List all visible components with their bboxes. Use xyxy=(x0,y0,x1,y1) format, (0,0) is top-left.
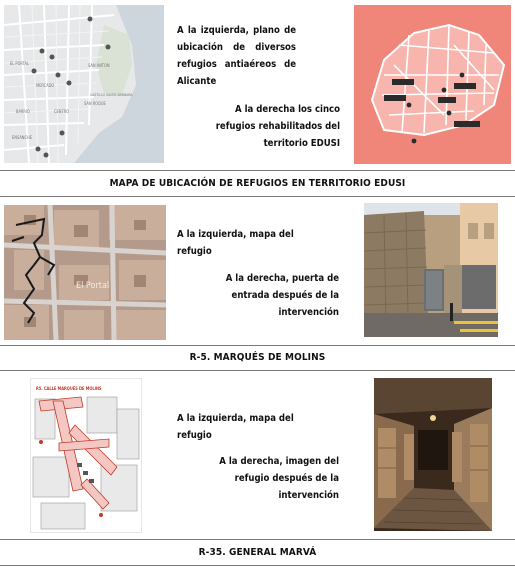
city-map-image xyxy=(4,5,164,163)
caption-line: refugios rehabilitados del xyxy=(215,121,340,132)
aerial-label-el-portal: El Portal xyxy=(76,281,110,291)
divider xyxy=(0,370,515,371)
caption-line: A la izquierda, mapa del xyxy=(177,229,294,240)
map-label-el-portal: EL PORTAL xyxy=(10,61,29,66)
row2-right-caption xyxy=(190,270,339,321)
map-label-mercado: MERCADO xyxy=(36,83,55,88)
divider xyxy=(0,539,515,540)
divider xyxy=(0,565,515,566)
caption-line: entrada después de la xyxy=(231,290,339,301)
caption-line: A la izquierda, plano de xyxy=(177,25,296,36)
caption-line: A la derecha, puerta de xyxy=(225,273,339,284)
caption-line: A la izquierda, mapa del xyxy=(177,413,294,424)
pin-markers xyxy=(32,17,111,158)
caption-line: refugios antiaéreos de xyxy=(177,59,296,70)
row1-right-caption xyxy=(190,101,340,152)
row1-left-caption xyxy=(177,22,296,90)
section-title-edusi-map: MAPA DE UBICACIÓN DE REFUGIOS EN TERRITORIO EDUSI xyxy=(109,178,406,189)
section-title-marques-de-molins: R-5. MARQUÉS DE MOLINS xyxy=(189,352,326,363)
map-label-san-roque: SAN ROQUE xyxy=(84,101,106,106)
map-label-barrio: BARRIO xyxy=(16,109,30,114)
map-label-san-anton: SAN ANTON xyxy=(88,63,110,68)
map-label-castillo: CASTILLO SANTA BARBARA xyxy=(90,93,133,97)
caption-line: intervención xyxy=(278,307,339,318)
divider xyxy=(0,345,515,346)
caption-line: refugio después de la xyxy=(234,473,339,484)
edusi-refuges-map-image xyxy=(354,5,511,164)
refuge-plan-drawing-image xyxy=(30,378,142,533)
divider xyxy=(0,170,515,171)
door-photo-image xyxy=(364,203,498,337)
plan-title: R5. CALLE MARQUÉS DE MOLINS xyxy=(36,386,102,391)
caption-line: refugio xyxy=(177,246,212,257)
caption-line: territorio EDUSI xyxy=(263,138,340,149)
row2-left-caption xyxy=(177,226,337,260)
caption-line: refugio xyxy=(177,430,212,441)
divider xyxy=(0,196,515,197)
tunnel-photo-image xyxy=(374,378,492,531)
caption-line: Alicante xyxy=(177,76,217,87)
caption-line: intervención xyxy=(278,490,339,501)
map-label-ensanche: ENSANCHE xyxy=(12,135,32,140)
caption-line: A la derecha los cinco xyxy=(235,104,340,115)
row3-left-caption xyxy=(177,410,337,444)
caption-line: ubicación de diversos xyxy=(177,42,296,53)
row3-right-caption xyxy=(190,453,339,504)
map-label-centro: CENTRO xyxy=(54,109,70,114)
aerial-photo-map-image xyxy=(4,205,166,340)
section-title-general-marva: R-35. GENERAL MARVÁ xyxy=(198,547,317,558)
caption-line: A la derecha, imagen del xyxy=(219,456,339,467)
